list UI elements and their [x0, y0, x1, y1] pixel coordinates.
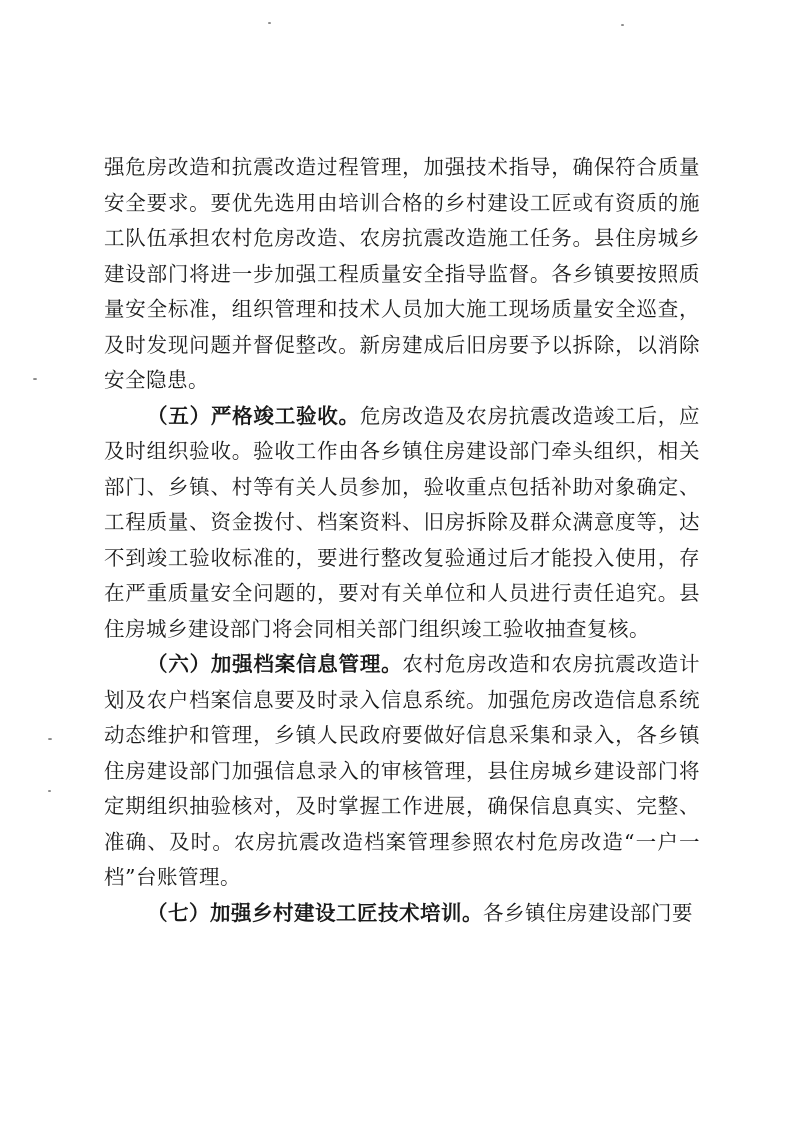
- section-heading: （六）加强档案信息管理。: [147, 652, 403, 676]
- scan-speck: [621, 24, 624, 26]
- paragraph-section-6: [104, 647, 700, 896]
- section-heading: （五）严格竣工验收。: [147, 403, 360, 428]
- paragraph-text: 各乡镇住房建设部门要: [483, 900, 694, 925]
- paragraph-text: 危房改造及农房抗震改造竣工后，应及时组织验收。验收工作由各乡镇住房建设部门牵头组织，相关部门、乡镇、村等有关人员参加，验收重点包括补助对象确定、工程质量、资金拨付、档案资料、旧房拆除及群众满意度等，达不到竣工验收标准的，要进行整改复验通过后才能投入使用，存在严重质量安全问题的，要对有关单位和人员进行责任追究。县住房城乡建设部门将会同相关部门组织竣工验收抽查复核。: [104, 403, 700, 641]
- scan-speck: [48, 790, 51, 792]
- body-text: [104, 150, 700, 931]
- scan-speck: [33, 378, 37, 380]
- paragraph-continuation: [104, 150, 700, 399]
- section-heading: （七）加强乡村建设工匠技术培训。: [147, 900, 484, 925]
- scan-speck: [268, 22, 271, 24]
- paragraph-text: 强危房改造和抗震改造过程管理，加强技术指导，确保符合质量安全要求。要优先选用由培训合格的乡村建设工匠或有资质的施工队伍承担农村危房改造、农房抗震改造施工任务。县住房城乡建设部门将进一步加强工程质量安全指导监督。各乡镇要按照质量安全标准，组织管理和技术人员加大施工现场质量安全巡查，及时发现问题并督促整改。新房建成后旧房要予以拆除，以消除安全隐患。: [104, 155, 700, 392]
- scan-speck: [48, 738, 52, 740]
- paragraph-section-5: [104, 399, 700, 648]
- paragraph-text: 农村危房改造和农房抗震改造计划及农户档案信息要及时录入信息系统。加强危房改造信息系统动态维护和管理，乡镇人民政府要做好信息采集和录入，各乡镇住房建设部门加强信息录入的审核管理，县住房城乡建设部门将定期组织抽验核对，及时掌握工作进展，确保信息真实、完整、准确、及时。农房抗震改造档案管理参照农村危房改造“一户一档”台账管理。: [104, 652, 701, 889]
- paragraph-section-7: [104, 896, 700, 932]
